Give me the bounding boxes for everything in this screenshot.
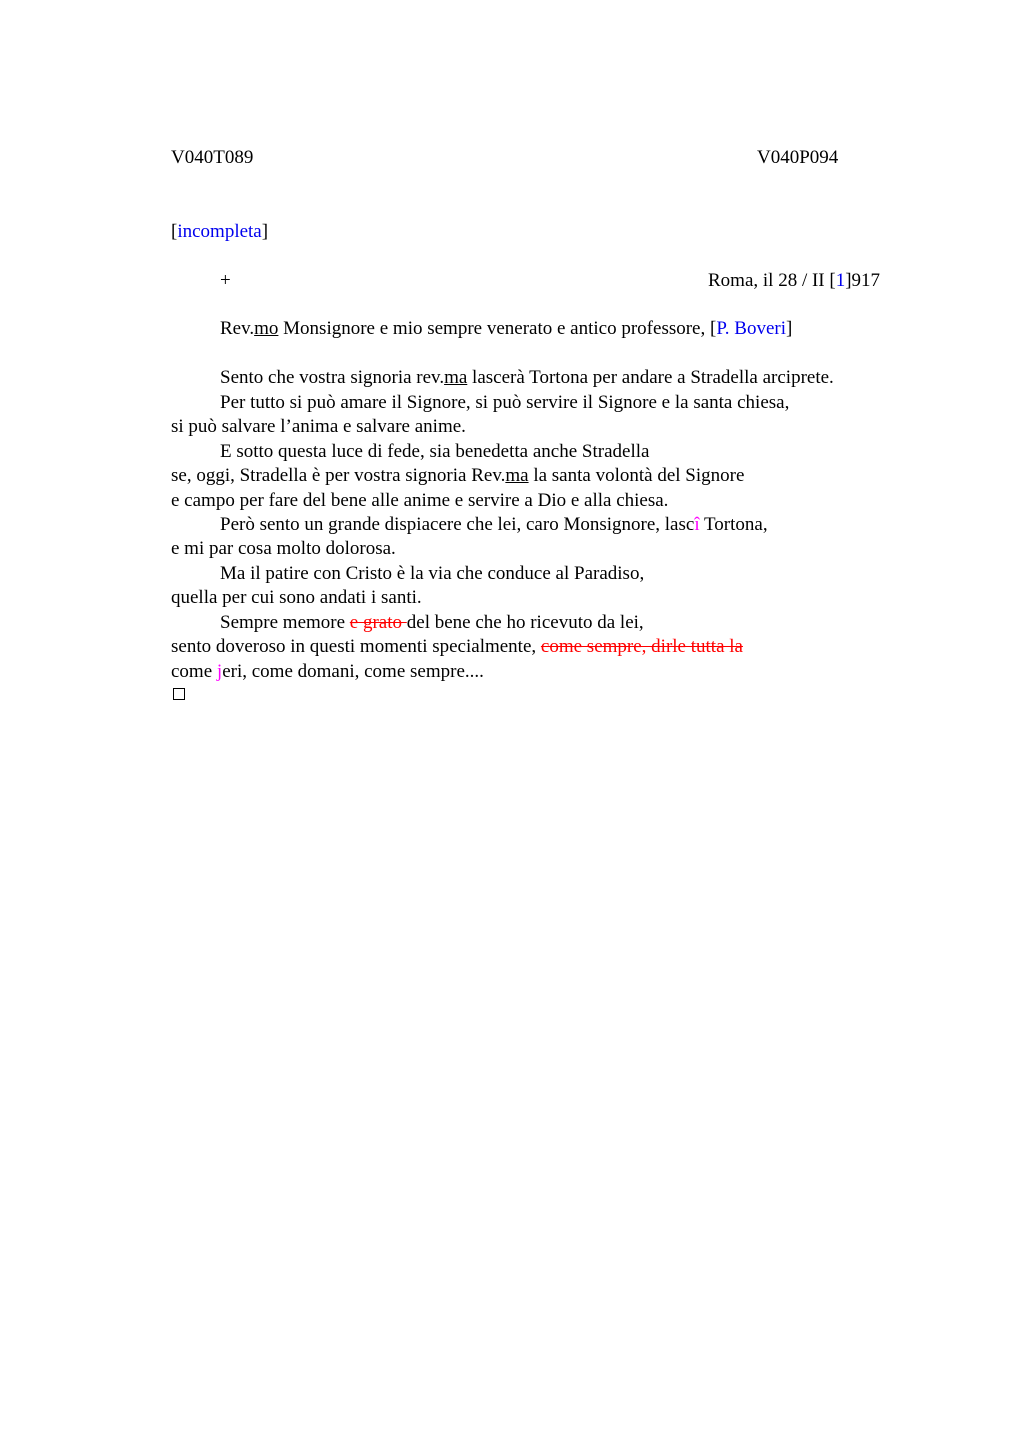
body-line-8: e mi par cosa molto dolorosa. xyxy=(171,538,396,559)
body-line-13 xyxy=(171,660,484,684)
correction-run: î xyxy=(694,514,700,535)
text-run: Sento che vostra signoria rev. xyxy=(220,367,445,388)
deleted-run: e grato xyxy=(349,612,407,633)
bracket-open: [ xyxy=(171,221,178,242)
date-suffix: ]917 xyxy=(845,270,881,291)
text-run: come xyxy=(171,661,217,682)
date-prefix: Roma, il 28 / II [ xyxy=(708,270,836,291)
body-line-1 xyxy=(220,366,834,390)
status-label: incompleta xyxy=(177,221,262,242)
body-line-11 xyxy=(220,611,644,635)
body-line-10: quella per cui sono andati i santi. xyxy=(171,587,422,608)
document-code-right: V040P094 xyxy=(757,147,839,168)
salutation-close: ] xyxy=(786,318,793,339)
text-run: Però sento un grande dispiacere che lei, caro Monsignore, lasc xyxy=(220,514,695,535)
body-line-9: Ma il patire con Cristo è la via che conduce al Paradiso, xyxy=(220,563,645,584)
salutation-recipient: P. Boveri xyxy=(716,318,787,339)
salutation-abbrev: mo xyxy=(254,318,279,339)
salutation xyxy=(220,317,792,341)
correction-run: j xyxy=(216,661,223,682)
body-line-5 xyxy=(171,464,744,488)
text-run: del bene che ho ricevuto da lei, xyxy=(406,612,644,633)
body-line-3: si può salvare l’anima e salvare anime. xyxy=(171,416,466,437)
body-line-7 xyxy=(220,513,768,537)
text-run: sento doveroso in questi momenti specialmente, xyxy=(171,636,541,657)
text-run: Sempre memore xyxy=(220,612,350,633)
body-line-2: Per tutto si può amare il Signore, si può servire il Signore e la santa chiesa, xyxy=(220,392,790,413)
body-line-6: e campo per fare del bene alle anime e servire a Dio e alla chiesa. xyxy=(171,490,669,511)
cross-symbol: + xyxy=(220,270,231,291)
deleted-run: come sempre, dirle tutta la xyxy=(540,636,743,657)
abbrev-run: ma xyxy=(444,367,468,388)
text-run: lascerà Tortona per andare a Stradella arciprete. xyxy=(467,367,834,388)
abbrev-run: ma xyxy=(505,465,529,486)
text-run: eri, come domani, come sempre.... xyxy=(222,661,484,682)
salutation-rev: Rev. xyxy=(220,318,255,339)
body-line-4: E sotto questa luce di fede, sia benedetta anche Stradella xyxy=(220,441,650,462)
end-marker-box xyxy=(173,688,185,700)
date-insert: 1 xyxy=(835,270,846,291)
document-code-left: V040T089 xyxy=(171,147,254,168)
bracket-close: ] xyxy=(261,221,269,242)
text-run: Tortona, xyxy=(699,514,768,535)
letter-date xyxy=(708,269,880,293)
body-line-12 xyxy=(171,635,743,659)
text-run: se, oggi, Stradella è per vostra signoria Rev. xyxy=(171,465,506,486)
text-run: la santa volontà del Signore xyxy=(528,465,745,486)
salutation-text: Monsignore e mio sempre venerato e antico professore, [ xyxy=(278,318,717,339)
status-note xyxy=(171,220,268,244)
